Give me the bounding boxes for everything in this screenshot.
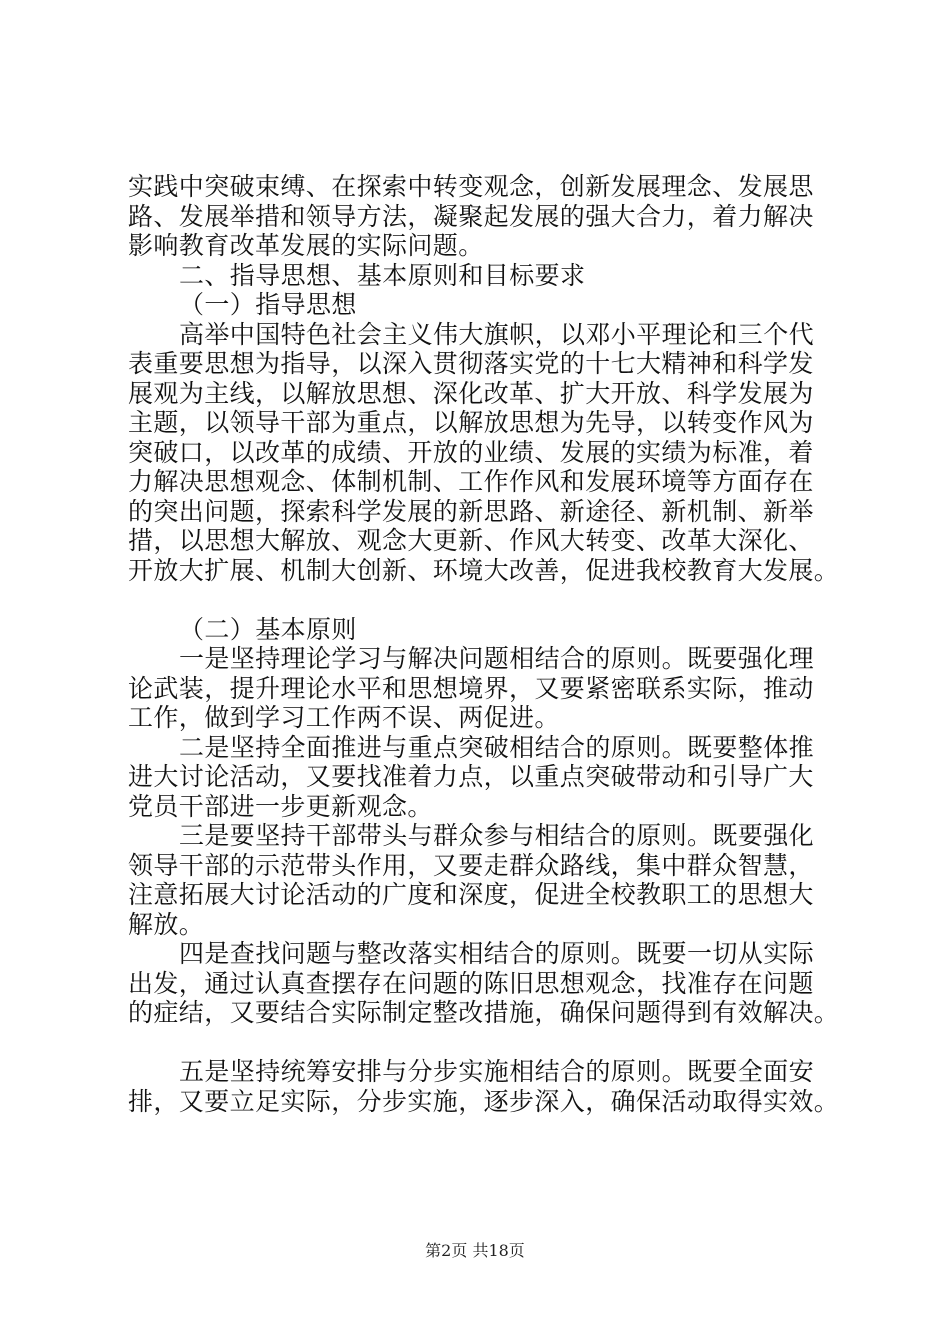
paragraph-gap [128, 585, 836, 615]
text-line: 注意拓展大讨论活动的广度和深度，促进全校教职工的思想大 [128, 880, 814, 909]
paragraph [128, 290, 836, 320]
text-line: 论武装，提升理论水平和思想境界，又要紧密联系实际，推动 [128, 673, 814, 703]
text-line: 展观为主线，以解放思想、深化改革、扩大开放、科学发展为 [128, 378, 814, 408]
paragraph [128, 644, 836, 733]
text-line: 表重要思想为指导，以深入贯彻落实党的十七大精神和科学发 [128, 349, 814, 378]
text-line: 进大讨论活动，又要找准着力点，以重点突破带动和引导广大 [128, 762, 814, 791]
text-line: 党员干部进一步更新观念。 [128, 791, 433, 821]
text-line: 的突出问题，探索科学发展的新思路、新途径、新机制、新举 [128, 496, 814, 526]
text-line: 影响教育改革发展的实际问题。 [128, 231, 484, 260]
text-line: 一是坚持理论学习与解决问题相结合的原则。既要强化理 [179, 644, 815, 673]
paragraph [128, 939, 840, 1028]
paragraph [128, 261, 836, 291]
text-line: 四是查找问题与整改落实相结合的原则。既要一切从实际 [179, 939, 815, 968]
text-line: （二）基本原则 [179, 614, 357, 644]
text-line: 力解决思想观念、体制机制、工作作风和发展环境等方面存在 [128, 467, 814, 496]
text-line: 排，又要立足实际，分步实施，逐步深入，确保活动取得实效。 [128, 1086, 840, 1116]
paragraph-gap [128, 1028, 836, 1058]
page-number-footer: 第2页 共18页 [425, 1241, 525, 1260]
text-line: 开放大扩展、机制大创新、环境大改善，促进我校教育大发展。 [128, 555, 840, 585]
text-line: 措，以思想大解放、观念大更新、作风大转变、改革大深化、 [128, 526, 814, 555]
paragraph [128, 733, 836, 822]
text-line: 实践中突破束缚、在探索中转变观念，创新发展理念、发展思 [128, 172, 814, 201]
text-line: 领导干部的示范带头作用，又要走群众路线，集中群众智慧， [128, 850, 814, 880]
document-body [128, 172, 840, 1116]
text-line: 主题，以领导干部为重点，以解放思想为先导，以转变作风为 [128, 408, 814, 437]
text-line: （一）指导思想 [179, 290, 357, 319]
paragraph [128, 821, 836, 939]
paragraph [128, 172, 836, 261]
text-line: 工作，做到学习工作两不误、两促进。 [128, 703, 560, 732]
paragraph [128, 319, 840, 586]
text-line: 三是要坚持干部带头与群众参与相结合的原则。既要强化 [179, 821, 815, 850]
text-line: 五是坚持统筹安排与分步实施相结合的原则。既要全面安 [179, 1057, 815, 1086]
paragraph [128, 615, 836, 645]
text-line: 二是坚持全面推进与重点突破相结合的原则。既要整体推 [179, 732, 815, 762]
text-line: 的症结，又要结合实际制定整改措施，确保问题得到有效解决。 [128, 998, 840, 1027]
paragraph [128, 1057, 840, 1116]
text-line: 出发，通过认真查摆存在问题的陈旧思想观念，找准存在问题 [128, 968, 814, 998]
text-line: 二、指导思想、基本原则和目标要求 [179, 260, 586, 290]
text-line: 突破口，以改革的成绩、开放的业绩、发展的实绩为标准，着 [128, 437, 814, 467]
text-line: 高举中国特色社会主义伟大旗帜，以邓小平理论和三个代 [179, 319, 815, 349]
text-line: 解放。 [128, 909, 205, 939]
text-line: 路、发展举措和领导方法，凝聚起发展的强大合力，着力解决 [128, 201, 814, 231]
